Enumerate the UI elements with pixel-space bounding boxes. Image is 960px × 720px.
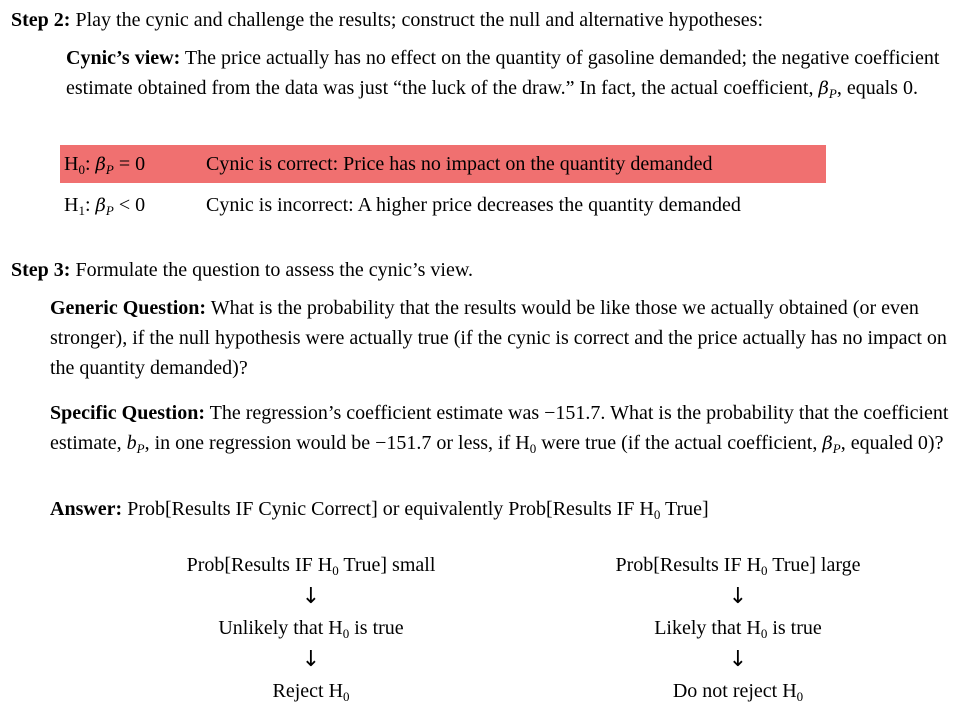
alternative-hypothesis-text: Cynic is incorrect: A higher price decreases the quantity demanded <box>206 194 741 216</box>
specific-question-paragraph: Specific Question: The regression’s coefficient estimate was −151.7. What is the probability that the coefficient estimate, $b_P$, in one regression would be −151.7 or less, if $H_0$ were true (if the actual coefficient, $\beta_P$, equaled 0)? <box>50 402 949 456</box>
generic-question-label: Generic Question: <box>50 297 207 319</box>
flow-right-middle: Likely that $H_0$ is true <box>654 617 822 641</box>
cynics-view-text: The price actually has no effect on the quantity of gasoline demanded; the negative coefficient estimate obtained from the data was just “the luck of the draw.” In fact, the actual coefficient, <box>66 47 940 99</box>
arrow-down-icon: ↓ <box>301 647 321 672</box>
alternative-hypothesis-row <box>60 186 880 224</box>
step3-label: Step 3: <box>11 259 71 281</box>
flow-right-bottom: Do not reject $H_0$ <box>672 680 804 704</box>
b-symbol: b <box>126 432 137 454</box>
specific-question-label: Specific Question: <box>50 402 205 424</box>
null-hypothesis-text: Cynic is correct: Price has no impact on the quantity demanded <box>206 153 713 175</box>
beta-symbol: β <box>95 195 106 216</box>
flow-left-top: Prob[Results IF $H_0$ True] small <box>186 554 436 578</box>
flow-right-top: Prob[Results IF $H_0$ True] large <box>615 554 861 578</box>
cynics-view-text-end: , equals 0. <box>836 77 918 99</box>
beta-subscript: P <box>828 86 837 101</box>
step2-text: Play the cynic and challenge the results; construct the null and alternative hypotheses: <box>75 9 764 31</box>
beta-symbol: β <box>95 154 106 175</box>
flow-left-middle: Unlikely that $H_0$ is true <box>218 617 404 641</box>
step3-text: Formulate the question to assess the cynic’s view. <box>75 259 473 281</box>
generic-question-text: What is the probability that the results would be like those we actually obtained (or even stronger), if the null hypothesis were actually true (if the cynic is correct and the price actually has no impact on the quantity demanded)? <box>50 297 947 379</box>
null-hypothesis-label: $H_0$: $\beta_P = 0$ <box>64 153 146 177</box>
alternative-hypothesis-label: $H_1$: $\beta_P < 0$ <box>64 194 146 218</box>
flow-left-bottom: Reject $H_0$ <box>272 680 350 704</box>
generic-question-paragraph <box>50 293 950 383</box>
flow-right-column <box>558 550 918 706</box>
flow-left-column <box>131 550 491 706</box>
arrow-down-icon: ↓ <box>301 584 321 609</box>
null-hypothesis-row <box>60 145 826 183</box>
arrow-down-icon: ↓ <box>728 584 748 609</box>
answer-label: Answer: <box>50 498 123 520</box>
step3-line <box>11 255 473 285</box>
step2-label: Step 2: <box>11 9 71 31</box>
answer-line: Answer: Prob[Results IF Cynic Correct] or equivalently Prob[Results IF $H_0$ True] <box>50 498 709 522</box>
beta-symbol: β <box>818 78 829 99</box>
arrow-down-icon: ↓ <box>728 647 748 672</box>
step2-line <box>11 5 763 35</box>
beta-symbol: β <box>822 433 833 454</box>
cynics-view-label: Cynic’s view: <box>66 47 181 69</box>
cynics-view-paragraph <box>66 43 951 104</box>
